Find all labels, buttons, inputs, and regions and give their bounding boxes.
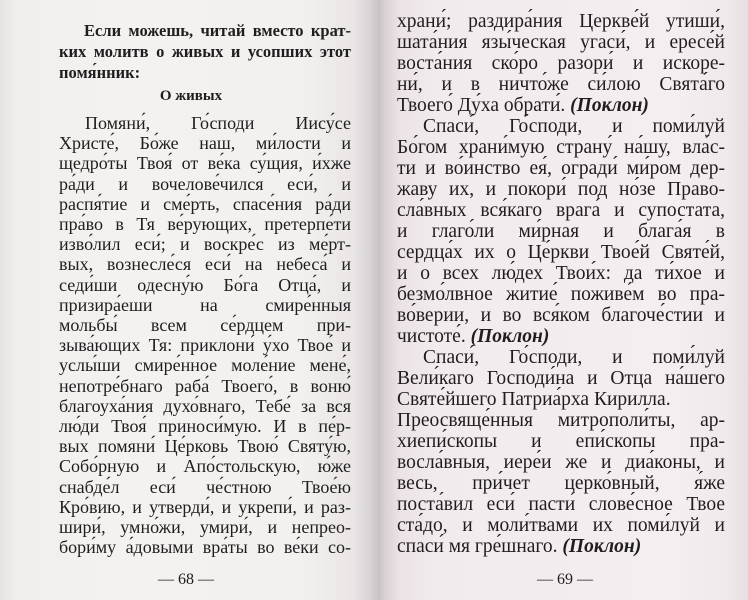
- prayer-line: храни́; раздира́ния Церкве́й утиши́,: [397, 11, 725, 32]
- prayer-line: Христе́, Бо́же наш, ми́лости и: [59, 133, 351, 154]
- prayer-line: Спаси́, Го́споди, и поми́луй: [423, 347, 725, 368]
- prayer-line: весь, при́чет церко́вный, я́же: [397, 473, 725, 494]
- prayer-line: шири́, умно́жи, умири́, и непрео-: [59, 517, 351, 538]
- prayer-line: сла́вных вся́каго врага́ и супостата,: [397, 200, 725, 221]
- prayer-line: бори́му а́довыми вра́ты во ве́ки со-: [59, 537, 351, 558]
- prayer-line: воста́ния ско́ро разори́ и искоре-: [397, 53, 725, 74]
- prayer-line: услы́ши смире́нное моле́ние мене́,: [59, 355, 351, 376]
- prayer-line: вых, вознесле́ся еси́ на небеса́ и: [59, 254, 351, 275]
- prayer-line: Бо́гом храни́мую страну́ на́шу, вла́с-: [397, 137, 725, 158]
- prayer-line: поста́вил еси́ пасти́ слове́сное Твое: [397, 494, 725, 515]
- prayer-line: [397, 326, 725, 347]
- page-69: [378, 0, 748, 600]
- section-title: О живых: [159, 88, 223, 104]
- bow-rubric: (Поклон): [562, 536, 642, 557]
- prayer-line: жаву их, и покори́ под но́зе Право-: [397, 179, 725, 200]
- prayer-line: хиепи́скопы и епи́скопы пра-: [397, 431, 725, 452]
- bow-rubric: (Поклон): [470, 326, 550, 347]
- prayer-line: Спаси́, Го́споди, и поми́луй: [423, 116, 725, 137]
- line-text: Твоего́ Ду́ха обрати́.: [397, 95, 566, 116]
- prayer-line: призира́еши на смире́нныя: [59, 294, 351, 315]
- prayer-line: благоуха́ния духо́внаго, Тебе́ за вся: [59, 395, 351, 416]
- line-text: чистоте́.: [397, 326, 466, 347]
- prayer-line: Святе́йшего Патриа́рха Кирилла.: [397, 389, 671, 410]
- prayer-line: щедро́ты Твоя́ от ве́ка су́щия, и́хже: [59, 153, 351, 174]
- heading-line: помя́нник:: [59, 63, 141, 82]
- prayer-line: Помяни́, Го́споди Иису́се: [85, 113, 351, 133]
- instruction-heading: [59, 20, 351, 83]
- prayer-text: [59, 113, 351, 557]
- prayer-line: ста́до, и моли́твами их поми́луй и: [397, 515, 725, 536]
- prayer-line: мольбы́ всем се́рдцем при-: [59, 315, 351, 336]
- prayer-line: ти и во́инство ея́, огради́ ми́ром дер-: [397, 158, 725, 179]
- prayer-line: Вели́каго Господи́на и Отца на́шего: [397, 368, 725, 389]
- prayer-text: [397, 11, 725, 557]
- prayer-line: Преосвяще́нныя митрополи́ты, ар-: [397, 410, 725, 431]
- prayer-line: и о всех лю́дех Твои́х: да ти́хое и: [397, 263, 725, 284]
- heading-line: Если можешь, читай вместо крат-: [84, 21, 351, 40]
- prayer-line: восла́вныя, иере́и же и диа́коны, и: [397, 452, 725, 473]
- prayer-line: [397, 536, 725, 557]
- prayer-line: шата́ния язы́ческая угаси́, и ересе́й: [397, 32, 725, 53]
- prayer-line: сердца́х их о Це́ркви Твое́й Святе́й,: [397, 242, 725, 263]
- prayer-line: во́верии, и во вся́ком благоче́стии и: [397, 305, 725, 326]
- bow-rubric: (Поклон): [570, 95, 649, 116]
- prayer-line: вых помяни́ Це́рковь Твою́ Святу́ю,: [59, 436, 351, 457]
- prayer-line: седи́ши одесну́ю Бо́га Отца́, и: [59, 274, 351, 295]
- prayer-line: [397, 95, 725, 116]
- heading-line: ких молитв о живых и усопших этот: [59, 42, 351, 61]
- page-number: — 69 —: [537, 571, 593, 588]
- prayer-line: изво́лил еси́; и воскре́с из ме́рт-: [59, 234, 351, 255]
- prayer-line: пра́во в Тя ве́рующих, претерпе́ти: [59, 214, 351, 235]
- prayer-line: распя́тие и сме́рть, спасе́ния ра́ди: [59, 193, 351, 214]
- prayer-line: лю́ди Твоя́ приноси́мую. И в пе́р-: [59, 416, 351, 437]
- line-text: спаси́ мя гре́шнаго.: [397, 536, 558, 557]
- prayer-line: непотре́бнаго раба́ Твоего́, в воню́: [59, 375, 351, 396]
- prayer-line: безмо́лвное житие́ поживе́м во пра-: [397, 284, 725, 305]
- prayer-line: Кро́вию, и утверди́, и укрепи́, и раз-: [59, 496, 351, 517]
- page-number: — 68 —: [158, 571, 214, 588]
- prayer-line: снабде́л еси́ че́стною Твое́ю: [59, 476, 351, 497]
- prayer-line: ра́ди и вочелове́чился еси́, и: [59, 173, 351, 194]
- prayer-line: зыва́ющих Тя: приклони́ у́хо Твое́ и: [59, 335, 351, 356]
- prayer-line: и глаго́ли ми́рная и блага́я в: [397, 221, 725, 242]
- prayer-line: Собо́рную и Апо́стольскую, ю́же: [59, 456, 351, 477]
- prayer-line: ни́, и в ничто́же си́лою Свята́го: [397, 74, 725, 95]
